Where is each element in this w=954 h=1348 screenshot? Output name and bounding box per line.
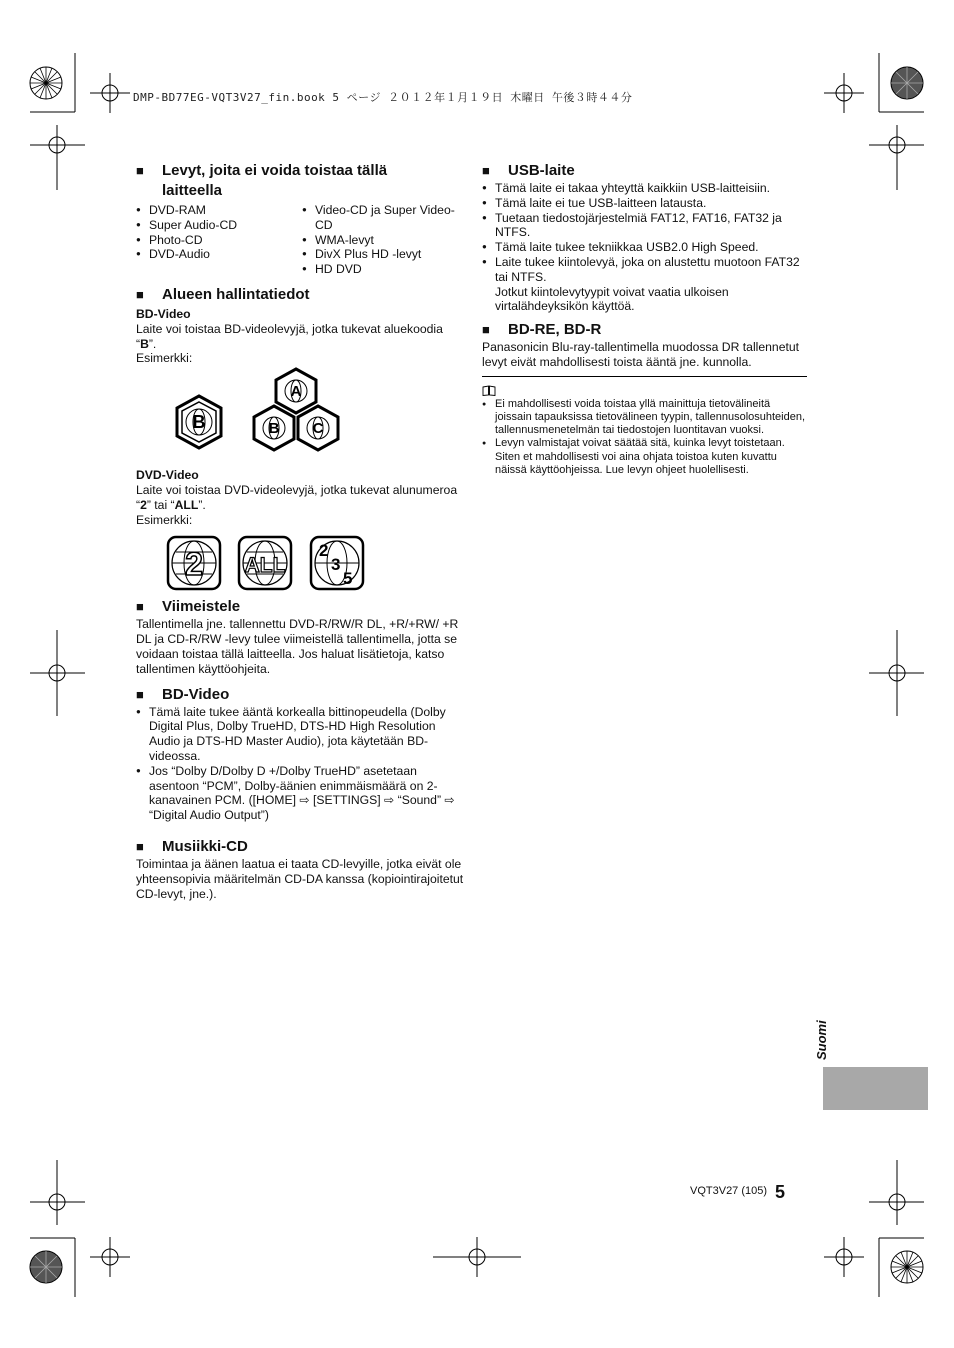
square-bullet-icon: ■ xyxy=(482,163,490,178)
section-heading-music-cd: ■ Musiikki-CD xyxy=(136,837,248,855)
bd-example-label: Esimerkki: xyxy=(136,351,193,366)
note-list xyxy=(482,398,807,477)
svg-text:B: B xyxy=(268,420,280,438)
list-item: ● Tämä laite ei takaa yhteyttä kaikkiin USB-laitteisiin. xyxy=(482,181,807,196)
starburst-mark-bottom-left xyxy=(30,1238,75,1297)
starburst-mark-bottom-right xyxy=(879,1238,924,1297)
finalize-text: Tallentimella jne. tallennettu DVD-R/RW/R DL, +R/+RW/ +R DL ja CD-R/RW -levy tulee viimeistellä tallentimella, jotta se voidaan toistaa tällä laitteella. Jos haluat lisätietoja, katso tallentimen käyttöohjeita. xyxy=(136,617,459,676)
document-code: VQT3V27 (105) xyxy=(690,1185,768,1197)
list-item: ● Super Audio-CD xyxy=(136,218,302,233)
bd-video-list xyxy=(136,705,464,823)
section-heading-finalize: ■ Viimeistele xyxy=(136,598,241,616)
list-item: ● Levyn valmistajat voivat säätää sitä, kuinka levyt toistetaan. Siten et mahdollisesti voi aina ohjata toistoa kuten kuvattu näissä käyttöohjeissa. Lue levyn ohjeet huolellisesti. xyxy=(482,437,807,477)
svg-text:ALL: ALL xyxy=(244,554,286,578)
list-item: ● Video-CD ja Super Video-CD xyxy=(302,203,464,233)
dvd-example-label: Esimerkki: xyxy=(136,512,193,527)
square-bullet-icon: ■ xyxy=(136,686,144,702)
square-bullet-icon: ■ xyxy=(136,163,144,178)
svg-text:3: 3 xyxy=(331,555,341,575)
square-bullet-icon: ■ xyxy=(136,838,144,854)
dvd-region-logos xyxy=(136,527,464,595)
list-item: ● Ei mahdollisesti voida toistaa yllä mainittuja tietovälineitä joissain tapauksissa tietovälineen tyypin, tallennusolosuhteiden, tallennusmenetelmän tai tiedostojen luontitavan vuoksi. xyxy=(482,398,807,438)
list-item: ● Laite tukee kiintolevyä, joka on alustettu muotoon FAT32 tai NTFS. xyxy=(482,255,807,285)
bd-video-region-text: Laite voi toistaa BD-videolevyjä, jotka tukevat aluekoodia “B”. xyxy=(136,321,443,351)
language-label: Suomi xyxy=(814,1020,829,1060)
starburst-mark-top-right xyxy=(879,53,924,112)
dvd-video-region-text: Laite voi toistaa DVD-videolevyjä, jotka tukevat alunumeroa “2” tai “ALL”. xyxy=(136,482,458,512)
svg-text:2: 2 xyxy=(319,541,329,561)
section-heading-unsupported-discs: ■ Levyt, joita ei voida toistaa tällä laitteella xyxy=(136,162,388,199)
section-heading-region-info: ■ Alueen hallintatiedot xyxy=(136,285,310,303)
bd-video-subheading: BD-Video xyxy=(136,306,191,321)
usb-list xyxy=(482,181,807,285)
list-item: ● Tämä laite ei tue USB-laitteen latausta. xyxy=(482,196,807,211)
bd-re-text: Panasonicin Blu-ray-tallentimella muodossa DR tallennetut levyt eivät mahdollisesti toista ääntä jne. kunnolla. xyxy=(482,340,800,369)
dvd-video-subheading: DVD-Video xyxy=(136,468,199,483)
language-tab xyxy=(823,1067,928,1110)
section-heading-bd-video: ■ BD-Video xyxy=(136,685,230,703)
left-column xyxy=(136,161,464,901)
divider xyxy=(482,376,807,377)
list-item: ● Tuetaan tiedostojärjestelmiä FAT12, FAT16, FAT32 ja NTFS. xyxy=(482,211,807,241)
list-item: ● Tämä laite tukee tekniikkaa USB2.0 High Speed. xyxy=(482,240,807,255)
list-item: ● Tämä laite tukee ääntä korkealla bittinopeudella (Dolby Digital Plus, Dolby TrueHD, DTS-HD High Resolution Audio ja DTS-HD Master Audio), jota käytetään BD-videossa. xyxy=(136,705,464,764)
note-book-icon xyxy=(482,385,496,396)
svg-text:B: B xyxy=(192,412,206,433)
list-item: ● DivX Plus HD -levyt xyxy=(302,247,464,262)
list-item: ● DVD-RAM xyxy=(136,203,302,218)
section-heading-bd-re: ■ BD-RE, BD-R xyxy=(482,321,602,339)
svg-text:A: A xyxy=(290,383,302,401)
starburst-mark-top-left xyxy=(30,53,75,112)
svg-text:5: 5 xyxy=(343,569,353,589)
list-item: ● DVD-Audio xyxy=(136,247,302,262)
page-number: 5 xyxy=(775,1182,786,1202)
square-bullet-icon: ■ xyxy=(136,599,144,615)
square-bullet-icon: ■ xyxy=(136,286,144,302)
unsupported-discs-list xyxy=(136,203,464,277)
bd-region-abc-logo xyxy=(250,366,342,458)
print-header: DMP-BD77EG-VQT3V27_fin.book 5 ページ ２０１２年１月１９日 木曜日 午後３時４４分 xyxy=(133,91,633,104)
list-item: ● Photo-CD xyxy=(136,233,302,248)
bd-region-logos xyxy=(136,366,464,478)
svg-text:C: C xyxy=(312,420,324,438)
section-heading-usb: ■ USB-laite xyxy=(482,162,575,179)
usb-extra-text: Jotkut kiintolevytyypit voivat vaatia ulkoisen virtalähdeyksikön käyttöä. xyxy=(495,284,729,314)
list-item: ● WMA-levyt xyxy=(302,233,464,248)
right-column xyxy=(482,161,807,477)
list-item: ● HD DVD xyxy=(302,262,464,277)
bd-region-b-logo xyxy=(174,394,224,450)
dvd-region-all-logo xyxy=(237,535,293,591)
svg-text:2: 2 xyxy=(185,546,203,583)
square-bullet-icon: ■ xyxy=(482,322,490,338)
list-item: ● Jos “Dolby D/Dolby D +/Dolby TrueHD” asetetaan asentoon “PCM”, Dolby-äänien enimmäismäärä on 2-kanavainen PCM. ([HOME] ⇨ [SETTINGS] ⇨ “Sound” ⇨ “Digital Audio Output”) xyxy=(136,764,464,823)
dvd-region-2-logo xyxy=(166,535,222,591)
music-cd-text: Toimintaa ja äänen laatua ei taata CD-levyille, jotka eivät ole yhteensopivia määritelmän CD-DA kanssa (kopiointirajoitetut CD-levyt, jne.). xyxy=(136,856,464,901)
dvd-region-235-logo xyxy=(309,535,365,591)
